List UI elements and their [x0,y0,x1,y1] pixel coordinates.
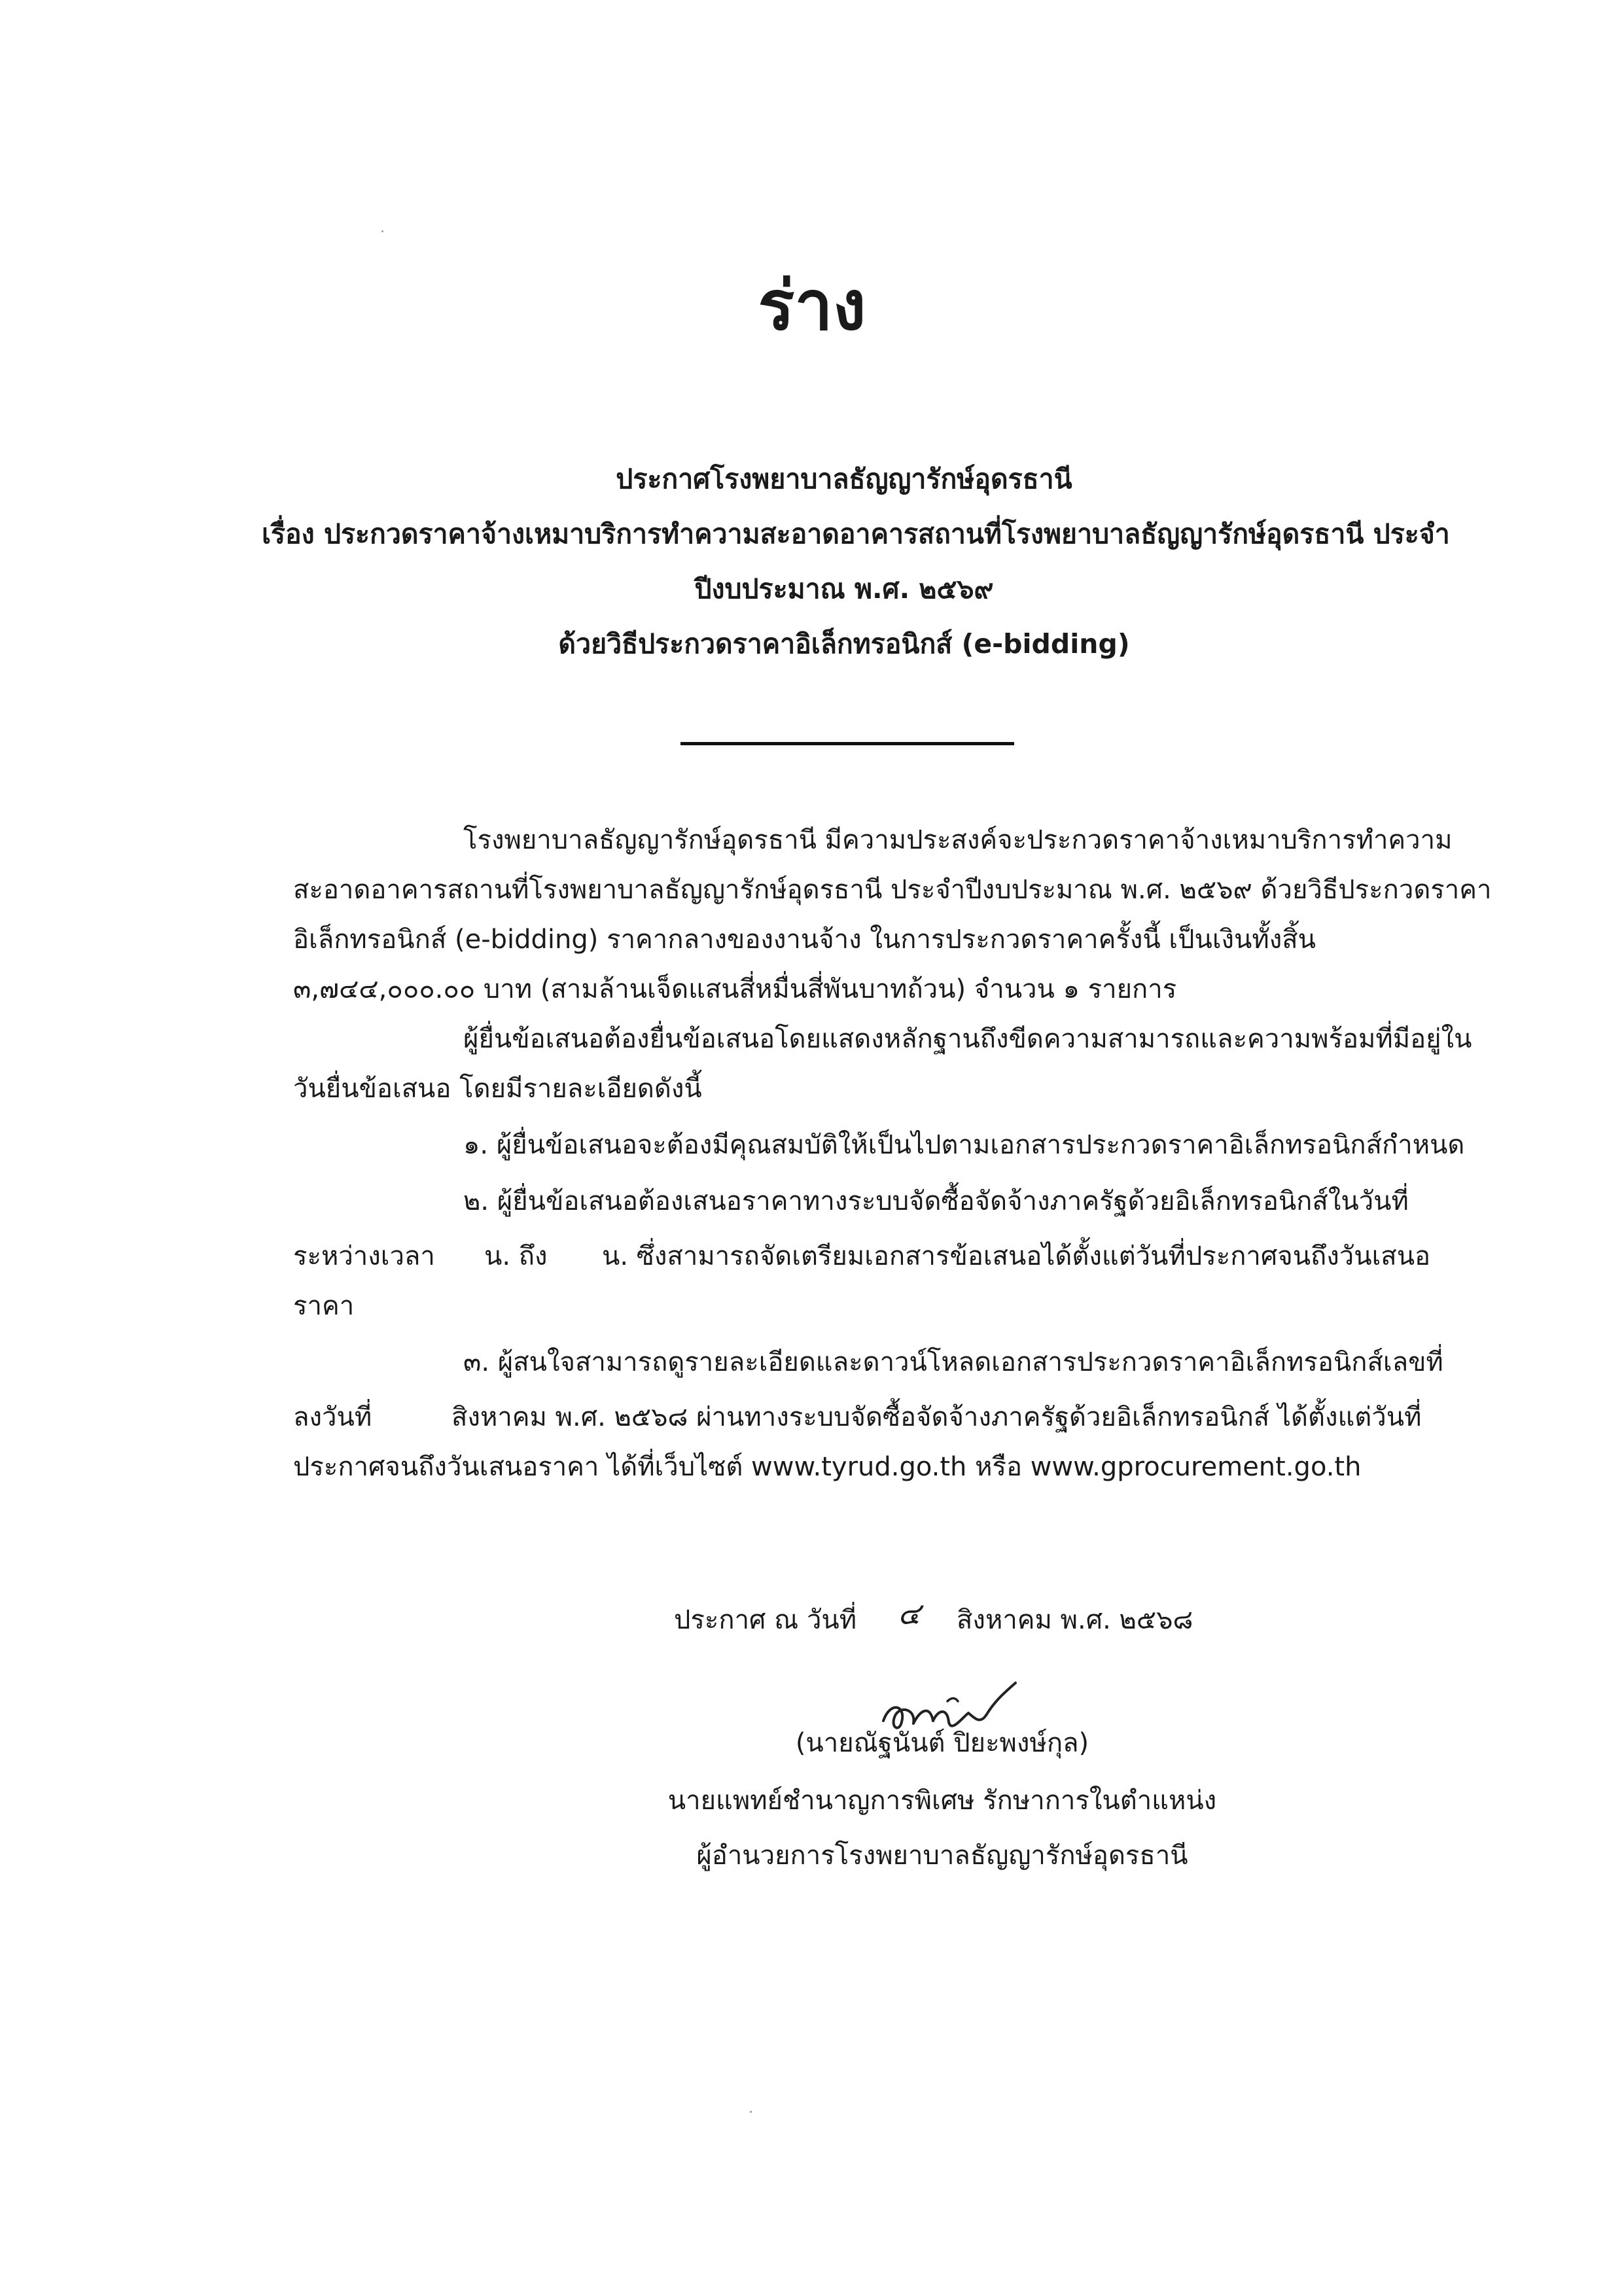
body-line: น. ซึ่งสามารถจัดเตรียมเอกสารข้อเสนอได้ตั้งแต่วันที่ประกาศจนถึงวันเสนอ [602,1241,1431,1271]
draft-mark: ร่าง [758,266,866,345]
signatory-position: นายแพทย์ชำนาญการพิเศษ รักษาการในตำแหน่ง [667,1786,1217,1816]
announce-day: ๔ [898,1596,921,1631]
title-divider [680,742,1014,745]
date-label: ลงวันที่ [293,1402,372,1432]
condition-item-3: ๓. ผู้สนใจสามารถดูรายละเอียดและดาวน์โหลดเอกสารประกวดราคาอิเล็กทรอนิกส์เลขที่ [463,1347,1443,1377]
scan-speck [381,230,383,232]
website-line: ประกาศจนถึงวันเสนอราคา ได้ที่เว็บไซต์ www.tyrud.go.th หรือ www.gprocurement.go.th [293,1452,1362,1482]
body-line: วันยื่นข้อเสนอ โดยมีรายละเอียดดังนี้ [293,1074,702,1104]
signatory-role: ผู้อำนวยการโรงพยาบาลธัญญารักษ์อุดรธานี [696,1841,1188,1871]
announce-date-suffix: สิงหาคม พ.ศ. ๒๕๖๘ [957,1605,1193,1635]
body-line: สะอาดอาคารสถานที่โรงพยาบาลธัญญารักษ์อุดรธานี ประจำปีงบประมาณ พ.ศ. ๒๕๖๙ ด้วยวิธีประกวดราคา [293,875,1492,905]
condition-item-1: ๑. ผู้ยื่นข้อเสนอจะต้องมีคุณสมบัติให้เป็นไปตามเอกสารประกวดราคาอิเล็กทรอนิกส์กำหนด [463,1130,1465,1160]
body-line: ราคา [293,1291,355,1321]
title-line-4: ด้วยวิธีประกวดราคาอิเล็กทรอนิกส์ (e-bidding) [558,628,1130,660]
announcement-title [262,451,1450,671]
announce-date-prefix: ประกาศ ณ วันที่ [674,1605,857,1635]
signatory-name: (นายณัฐนันต์ ปิยะพงษ์กุล) [795,1728,1089,1758]
title-line-3: ปีงบประมาณ พ.ศ. ๒๕๖๙ [694,573,994,605]
time-label: ระหว่างเวลา [293,1241,435,1271]
body-line: สิงหาคม พ.ศ. ๒๕๖๘ ผ่านทางระบบจัดซื้อจัดจ้างภาครัฐด้วยอิเล็กทรอนิกส์ ได้ตั้งแต่วันที่ [451,1402,1422,1432]
scan-speck [750,2111,752,2113]
body-line: อิเล็กทรอนิกส์ (e-bidding) ราคากลางของงานจ้าง ในการประกวดราคาครั้งนี้ เป็นเงินทั้งสิ้น [293,925,1316,955]
condition-item-2: ๒. ผู้ยื่นข้อเสนอต้องเสนอราคาทางระบบจัดซื้อจัดจ้างภาครัฐด้วยอิเล็กทรอนิกส์ในวันที่ [463,1186,1409,1216]
title-line-2: เรื่อง ประกวดราคาจ้างเหมาบริการทำความสะอาดอาคารสถานที่โรงพยาบาลธัญญารักษ์อุดรธานี ประจำ [262,518,1450,550]
body-line: โรงพยาบาลธัญญารักษ์อุดรธานี มีความประสงค์จะประกวดราคาจ้างเหมาบริการทำความ [463,825,1453,855]
body-line: ผู้ยื่นข้อเสนอต้องยื่นข้อเสนอโดยแสดงหลักฐานถึงขีดความสามารถและความพร้อมที่มีอยู่ใน [463,1024,1472,1054]
budget-line: ๓,๗๔๔,๐๐๐.๐๐ บาท (สามล้านเจ็ดแสนสี่หมื่นสี่พันบาทถ้วน) จำนวน ๑ รายการ [293,974,1177,1004]
time-to-label: น. ถึง [484,1241,548,1271]
title-line-1: ประกาศโรงพยาบาลธัญญารักษ์อุดรธานี [616,463,1072,495]
